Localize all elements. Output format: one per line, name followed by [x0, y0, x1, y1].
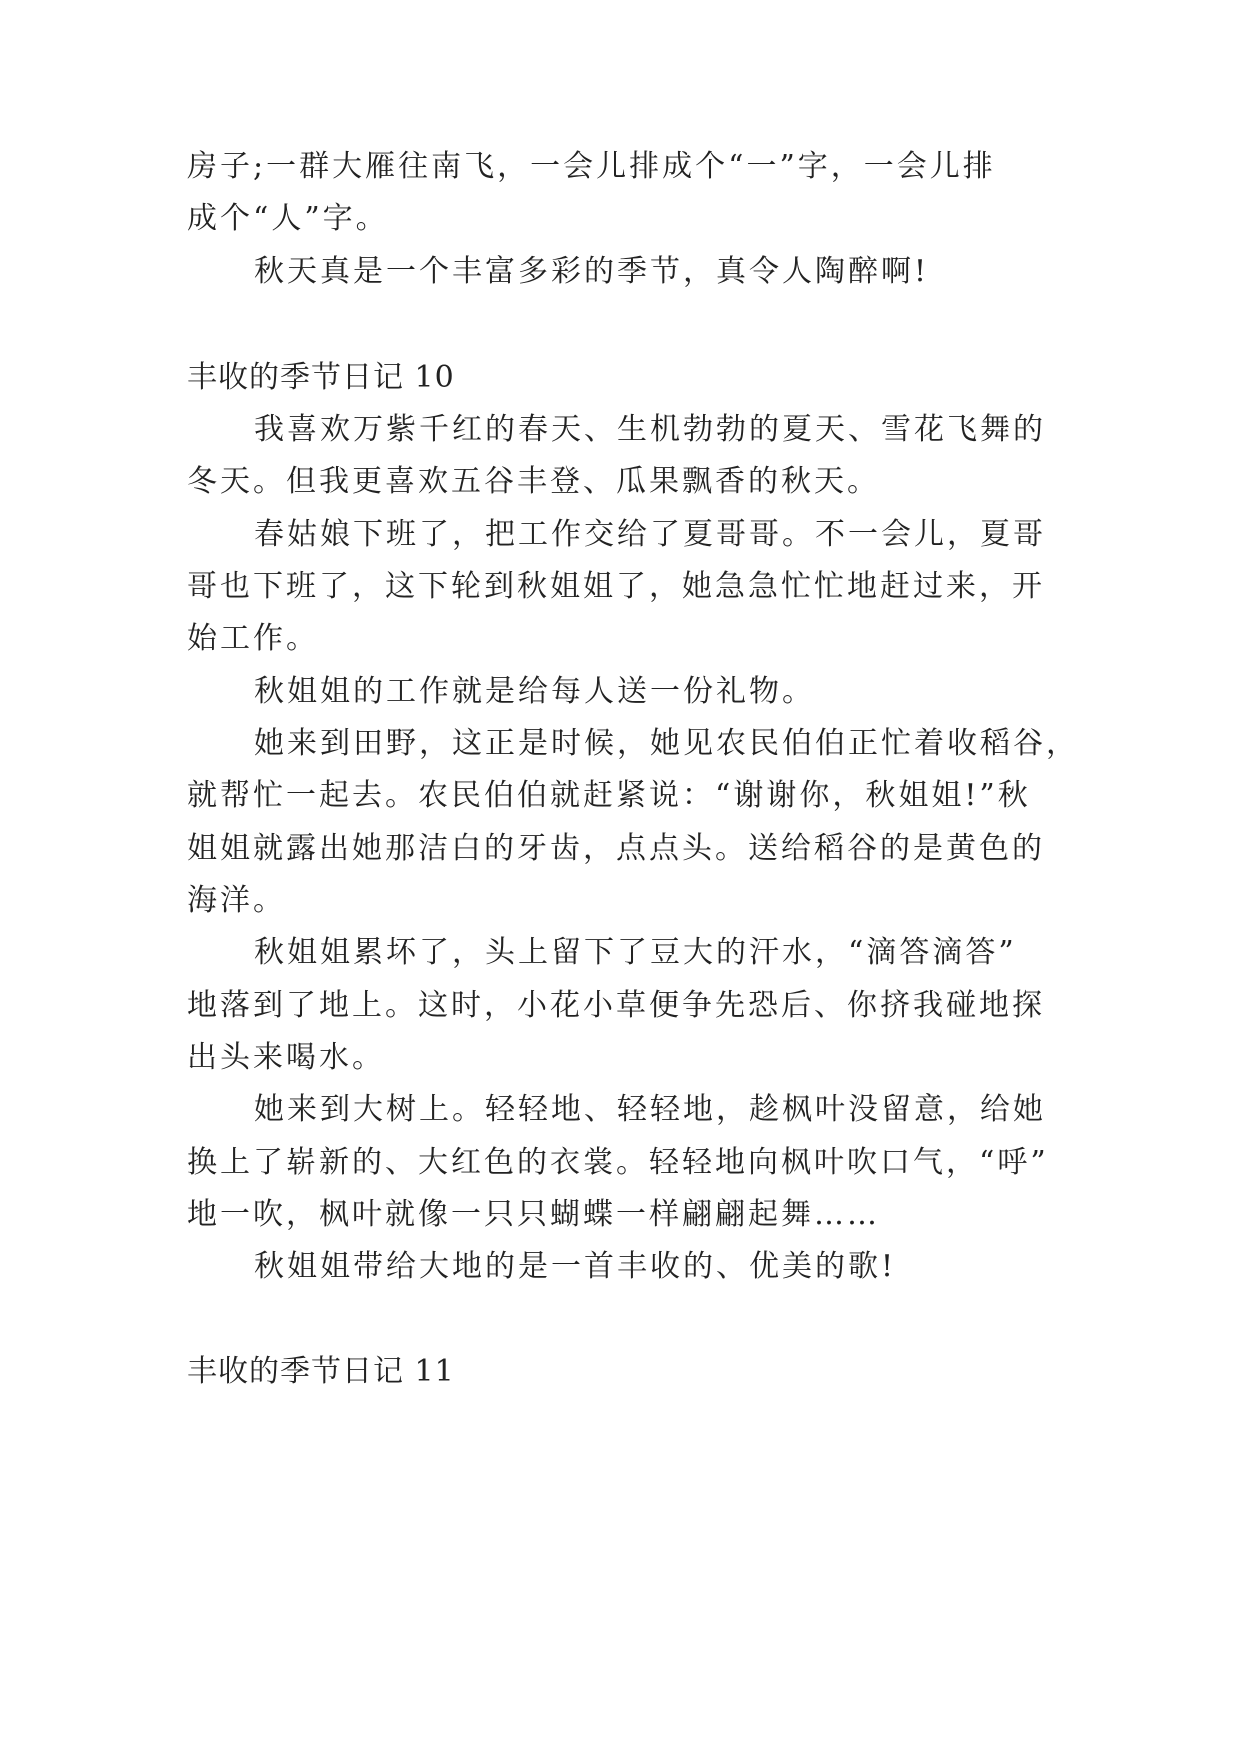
- paragraph-line: 始工作。: [187, 621, 319, 656]
- paragraph-line: 出头来喝水。: [187, 1040, 385, 1075]
- paragraph-line: 秋姐姐累坏了，头上留下了豆大的汗水，“滴答滴答”: [254, 935, 1017, 970]
- paragraph-line: 春姑娘下班了，把工作交给了夏哥哥。不一会儿，夏哥: [254, 517, 1046, 552]
- paragraph-line: 冬天。但我更喜欢五谷丰登、瓜果飘香的秋天。: [187, 464, 880, 499]
- paragraph-line: 秋姐姐的工作就是给每人送一份礼物。: [254, 674, 815, 709]
- paragraph-line: 她来到田野，这正是时候，她见农民伯伯正忙着收稻谷，: [254, 726, 1079, 761]
- paragraph-line: 成个“人”字。: [187, 201, 389, 236]
- paragraph-line: 海洋。: [187, 883, 286, 918]
- paragraph-line: 地一吹，枫叶就像一只只蝴蝶一样翩翩起舞……: [187, 1197, 880, 1232]
- paragraph-line: 地落到了地上。这时，小花小草便争先恐后、你挤我碰地探: [187, 988, 1045, 1023]
- paragraph-line: 她来到大树上。轻轻地、轻轻地，趁枫叶没留意，给她: [254, 1092, 1046, 1127]
- paragraph-line: 秋姐姐带给大地的是一首丰收的、优美的歌!: [254, 1249, 897, 1284]
- paragraph-line: 就帮忙一起去。农民伯伯就赶紧说：“谢谢你，秋姐姐!”秋: [187, 778, 1031, 813]
- section-heading: 丰收的季节日记 10: [187, 360, 455, 395]
- paragraph-line: 秋天真是一个丰富多彩的季节，真令人陶醉啊!: [254, 254, 930, 289]
- paragraph-line: 哥也下班了，这下轮到秋姐姐了，她急急忙忙地赶过来，开: [187, 569, 1045, 604]
- section-heading: 丰收的季节日记 11: [187, 1354, 455, 1389]
- paragraph-line: 我喜欢万紫千红的春天、生机勃勃的夏天、雪花飞舞的: [254, 412, 1046, 447]
- paragraph-line: 房子;一群大雁往南飞，一会儿排成个“一”字，一会儿排: [187, 149, 996, 184]
- paragraph-line: 换上了崭新的、大红色的衣裳。轻轻地向枫叶吹口气，“呼”: [187, 1145, 1049, 1180]
- paragraph-line: 姐姐就露出她那洁白的牙齿，点点头。送给稻谷的是黄色的: [187, 831, 1045, 866]
